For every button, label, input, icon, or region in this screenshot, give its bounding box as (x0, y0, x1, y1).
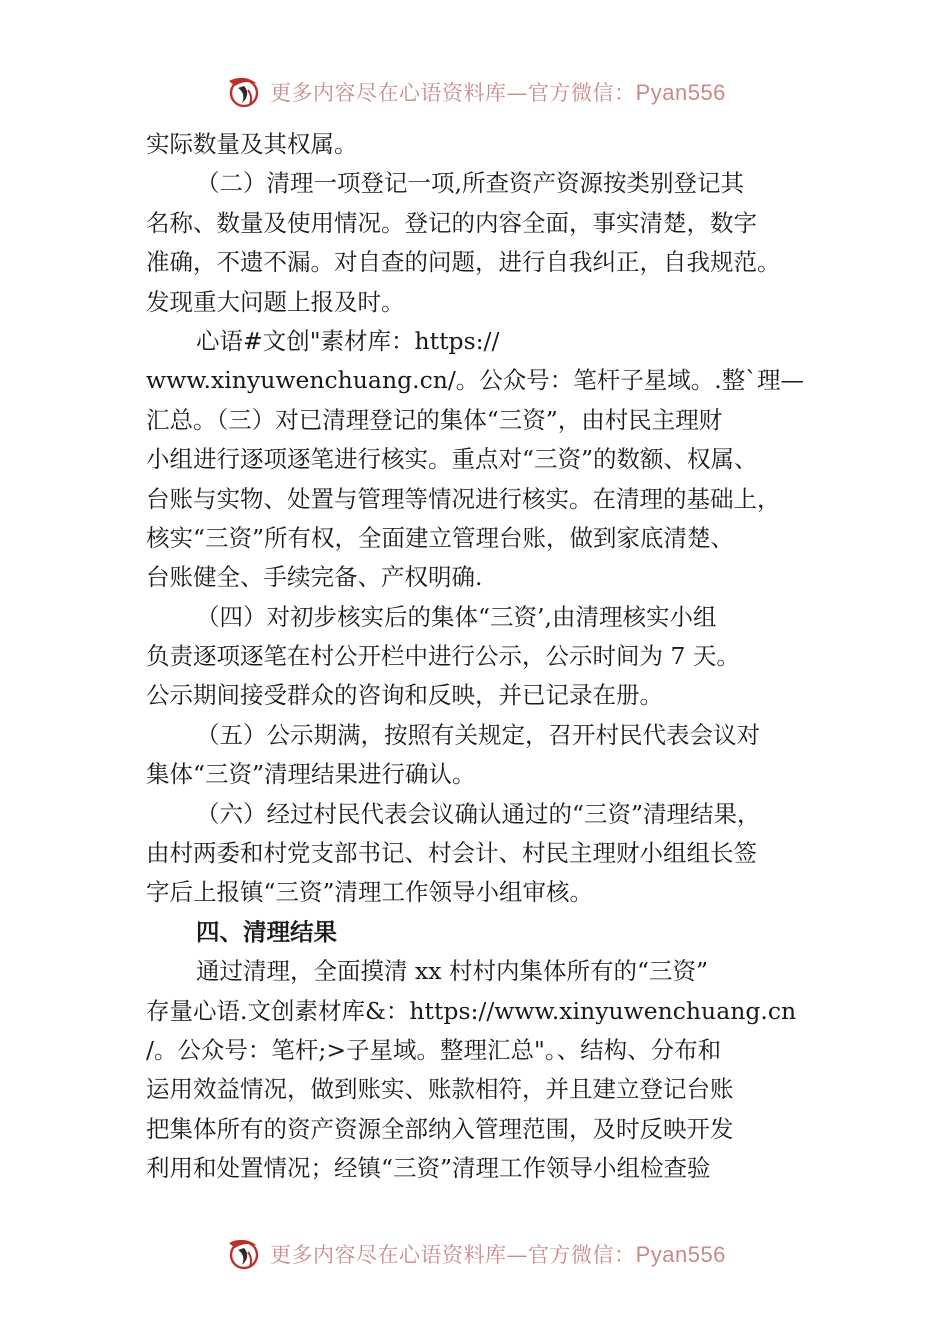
body-line: 小组进行逐项逐笔进行核实。重点对“三资”的数额、权属、 (146, 445, 758, 474)
header-banner (0, 70, 950, 114)
section-heading: 四、清理结果 (196, 917, 337, 946)
footer-banner (0, 1232, 950, 1276)
body-line: （四）对初步核实后的集体“三资’,由清理核实小组 (196, 602, 717, 631)
body-line: 存量心语.文创素材库&：https://www.xinyuwenchuang.cn (146, 996, 797, 1025)
body-line: 利用和处置情况；经镇“三资”清理工作领导小组检查验 (146, 1154, 711, 1183)
banner-site-text: 更多内容尽在心语资料库—官方微信： (270, 1243, 636, 1267)
body-line: 通过清理，全面摸清 xx 村村内集体所有的“三资” (196, 957, 708, 986)
body-line: 准确，不遗不漏。对自查的问题，进行自我纠正，自我规范。 (146, 248, 781, 277)
body-line: 把集体所有的资产资源全部纳入管理范围，及时反映开发 (146, 1114, 734, 1143)
body-line: 发现重大问题上报及时。 (146, 287, 405, 316)
xinyu-logo-icon (224, 1234, 264, 1274)
body-line: 由村两委和村党支部书记、村会计、村民主理财小组组长签 (146, 839, 757, 868)
body-line: 负责逐项逐笔在村公开栏中进行公示，公示时间为 7 天。 (146, 642, 740, 671)
body-line: 汇总。（三）对已清理登记的集体“三资”，由村民主理财 (146, 405, 723, 434)
body-line: /。公众号：笔杆;>子星域。整理汇总"。、结构、分布和 (146, 1035, 722, 1064)
body-line: 字后上报镇“三资”清理工作领导小组审核。 (146, 878, 594, 907)
body-line: 台账与实物、处置与管理等情况进行核实。在清理的基础上， (146, 484, 781, 513)
body-line: 核实“三资”所有权，全面建立管理台账，做到家底清楚、 (146, 523, 735, 552)
body-line: 运用效益情况，做到账实、账款相符，并且建立登记台账 (146, 1075, 734, 1104)
body-line: 心语#文创"素材库：https:// (196, 326, 500, 355)
body-line: （五）公示期满，按照有关规定，召开村民代表会议对 (196, 720, 760, 749)
body-line: （六）经过村民代表会议确认通过的“三资”清理结果， (196, 799, 761, 828)
body-line: 名称、数量及使用情况。登记的内容全面，事实清楚，数字 (146, 208, 757, 237)
banner-wechat-id: Pyan556 (635, 1242, 726, 1267)
body-line: 台账健全、手续完备、产权明确. (146, 563, 483, 592)
body-line: 实际数量及其权属。 (146, 130, 358, 158)
body-line: （二）清理一项登记一项,所查资产资源按类别登记其 (196, 169, 744, 198)
xinyu-logo-icon (224, 72, 264, 112)
body-line: 公示期间接受群众的咨询和反映，并已记录在册。 (146, 681, 663, 710)
body-line: www.xinyuwenchuang.cn/。公众号：笔杆子星域。.整`理— (146, 366, 805, 395)
banner-wechat-id: Pyan556 (635, 80, 726, 105)
banner-site-text: 更多内容尽在心语资料库—官方微信： (270, 81, 636, 105)
body-line: 集体“三资”清理结果进行确认。 (146, 760, 476, 789)
document-body (146, 125, 818, 1189)
